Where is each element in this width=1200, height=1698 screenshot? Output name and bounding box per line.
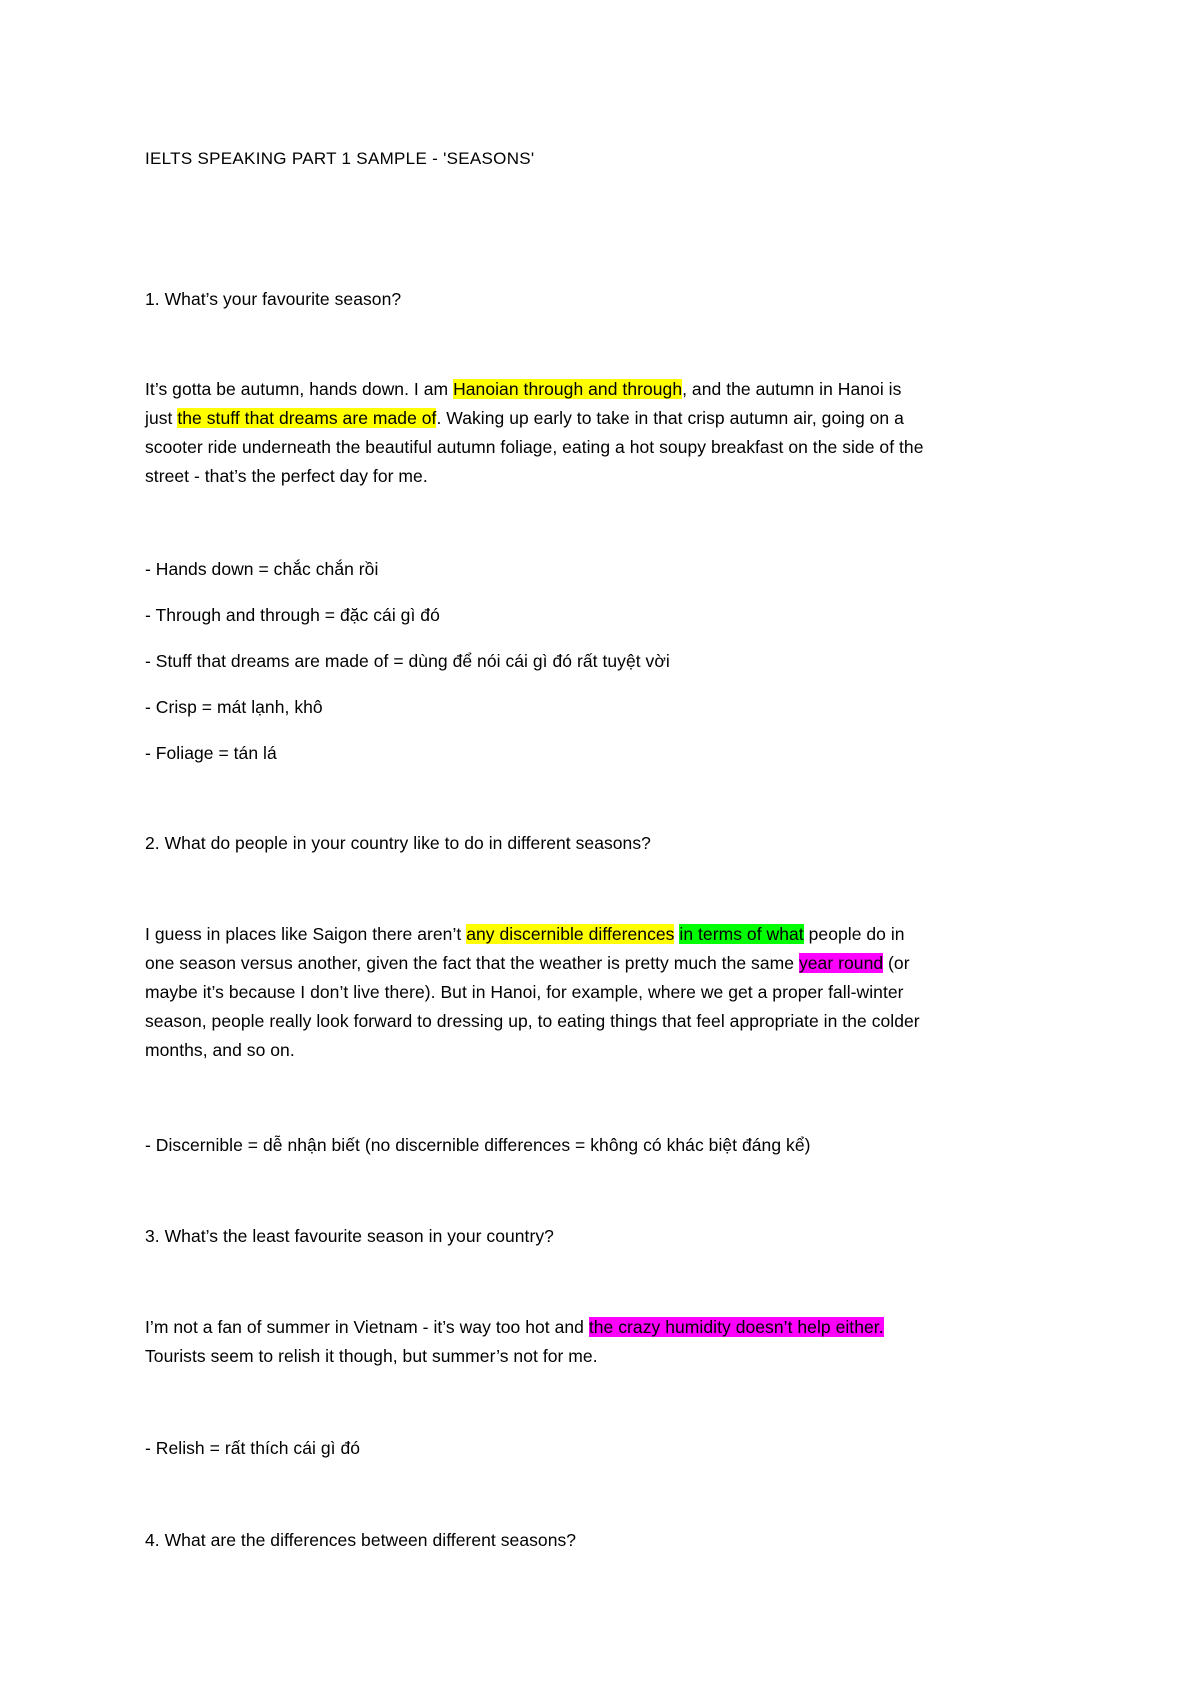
answer-1-line-1 [145, 378, 901, 400]
answer-3-line-2: Tourists seem to relish it though, but summer’s not for me. [145, 1346, 598, 1366]
highlight-yellow: any discernible differences [466, 924, 675, 944]
highlight-magenta: the crazy humidity doesn’t help either. [588, 1317, 884, 1337]
answer-2-line-3: maybe it’s because I don’t live there). But in Hanoi, for example, where we get a proper fall-winter [145, 982, 904, 1002]
answer-text: I’m not a fan of summer in Vietnam - it’s way too hot and [145, 1317, 589, 1337]
question-4: 4. What are the differences between different seasons? [145, 1530, 577, 1550]
answer-text: . Waking up early to take in that crisp autumn air, going on a [436, 408, 904, 428]
highlight-magenta: year round [798, 953, 884, 973]
answer-text: one season versus another, given the fact that the weather is pretty much the same [145, 953, 799, 973]
answer-text: just [145, 408, 178, 428]
question-1: 1. What’s your favourite season? [145, 289, 402, 309]
answer-text: It’s gotta be autumn, hands down. I am [145, 379, 454, 399]
answer-2-line-1 [145, 923, 905, 945]
vocab-item: - Stuff that dreams are made of = dùng để nói cái gì đó rất tuyệt vời [145, 651, 670, 671]
answer-text: I guess in places like Saigon there aren’t [145, 924, 467, 944]
vocab-item: - Foliage = tán lá [145, 743, 277, 763]
answer-text: , and the autumn in Hanoi is [682, 379, 902, 399]
answer-2-line-5: months, and so on. [145, 1040, 295, 1060]
vocab-item: - Relish = rất thích cái gì đó [145, 1438, 361, 1458]
highlight-green: in terms of what [679, 924, 804, 944]
vocab-item: - Hands down = chắc chắn rồi [145, 559, 379, 579]
document-title: IELTS SPEAKING PART 1 SAMPLE - 'SEASONS' [145, 149, 535, 168]
answer-text: people do in [803, 924, 905, 944]
answer-1-line-2 [145, 407, 904, 429]
question-2: 2. What do people in your country like to do in different seasons? [145, 833, 651, 853]
answer-1-line-4: street - that’s the perfect day for me. [145, 466, 428, 486]
answer-3-line-1 [145, 1316, 884, 1338]
answer-1-line-3: scooter ride underneath the beautiful autumn foliage, eating a hot soupy breakfast on the side of the [145, 437, 924, 457]
vocab-item: - Discernible = dễ nhận biết (no discernible differences = không có khác biệt đáng kể) [145, 1135, 811, 1155]
question-3: 3. What’s the least favourite season in your country? [145, 1226, 554, 1246]
answer-text: (or [883, 953, 910, 973]
highlight-yellow: the stuff that dreams are made of [177, 408, 437, 428]
answer-2-line-4: season, people really look forward to dressing up, to eating things that feel appropriate in the colder [145, 1011, 920, 1031]
answer-2-line-2 [145, 952, 910, 974]
vocab-item: - Through and through = đặc cái gì đó [145, 605, 440, 625]
vocab-item: - Crisp = mát lạnh, khô [145, 697, 323, 717]
highlight-yellow: Hanoian through and through [453, 379, 683, 399]
